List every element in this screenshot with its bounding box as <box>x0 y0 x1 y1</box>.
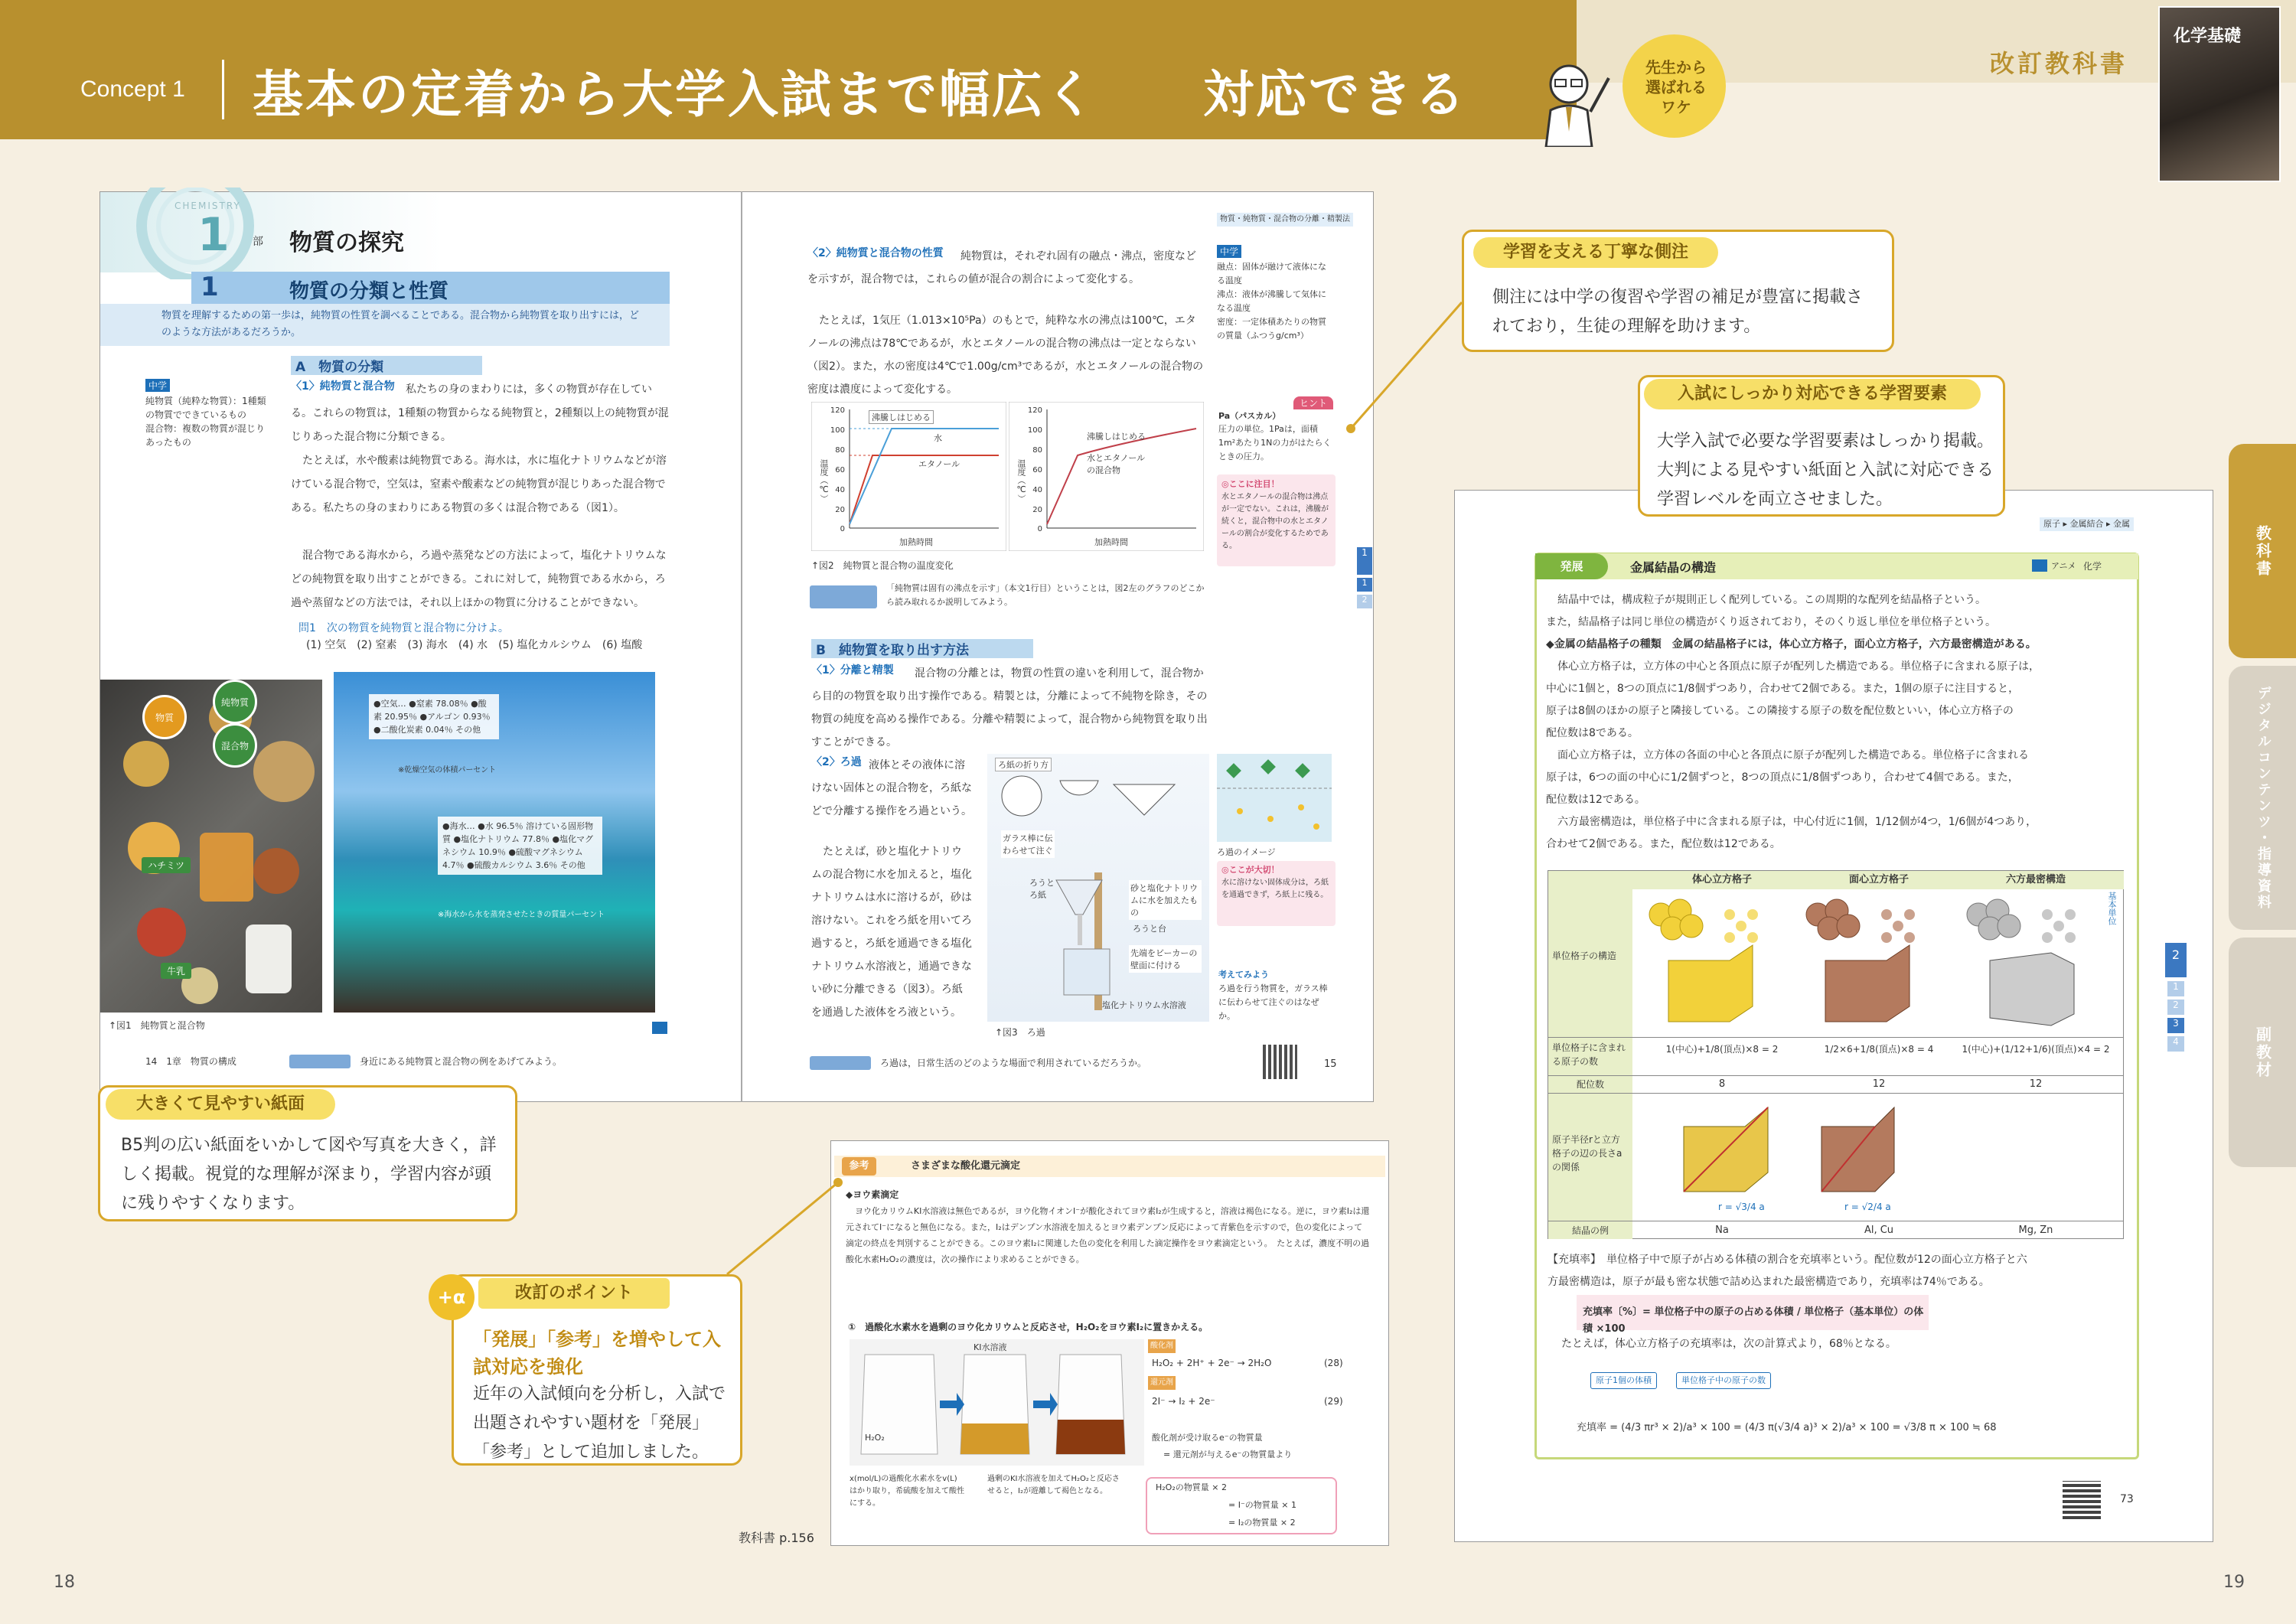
coord-bcc: 8 <box>1718 1078 1726 1090</box>
example-fcc: Al, Cu <box>1864 1225 1894 1236</box>
sub-heading-b2: 〈2〉ろ過 <box>811 756 862 768</box>
tab-workbook-label: 副教材 <box>2253 1026 2272 1079</box>
col-fcc: 面心立方格子 <box>1848 874 1909 885</box>
graph-pure-xlabel: 加熱時間 <box>899 537 933 547</box>
revision-alpha: +α <box>429 1274 475 1320</box>
air-note: ※乾燥空気の体積パーセント <box>398 766 497 774</box>
side-chugaku: 中学 <box>1217 245 1241 258</box>
try-title: 考えてみよう <box>1218 970 1269 980</box>
right-page-tag: 物質・純物質・混合物の分離・精製法 <box>1217 213 1353 227</box>
chip-atom-volume: 原子1個の体積 <box>1590 1372 1657 1389</box>
part-title: 物質の探究 <box>289 230 404 256</box>
packing-example: たとえば，体心立方格子の充填率は，次の計算式より，68％となる。 <box>1561 1338 1896 1350</box>
graph-mixture-xlabel: 加熱時間 <box>1094 537 1128 547</box>
row-head-example: 結晶の例 <box>1571 1225 1609 1236</box>
svg-text:120: 120 <box>1027 406 1042 415</box>
svg-text:60: 60 <box>1032 466 1042 474</box>
concept-label: Concept 1 <box>80 77 185 102</box>
chap-num-1[interactable]: 1 <box>1357 547 1372 575</box>
p3-topic: 化学 <box>2083 561 2102 572</box>
question-1-items: (1) 空気 (2) 窒素 (3) 海水 (4) 水 (5) 塩化カルシウム (6) 塩酸 <box>306 639 643 651</box>
p3-line: 六方最密構造は，単位格子中に含まれる原子は，中心付近に1個，1/12個が4つ，1/6個が4つあり， <box>1557 816 2037 828</box>
eq-2: 2I⁻ → I₂ + 2e⁻ <box>1152 1396 1215 1407</box>
p4-step: ① 過酸化水素水を過剰のヨウ化カリウムと反応させ，H₂O₂をヨウ素I₂に置きかえる。 <box>848 1322 1208 1332</box>
pa-title: Pa（パスカル） <box>1218 411 1281 421</box>
col-bcc: 体心立方格子 <box>1691 874 1752 885</box>
callout-exam-title: 入試にしっかり対応できる学習要素 <box>1644 379 1981 409</box>
eq-2-num: (29) <box>1324 1396 1343 1407</box>
badge-text: 先生から 選ばれる ワケ <box>1645 58 1707 116</box>
figure-3-caption: ↑図3 ろ過 <box>995 1027 1045 1038</box>
body-b2: 液体とその液体に溶けない固体との混合物を，ろ紙などで分離する操作をろ過という。 <box>811 759 972 817</box>
chap-num-2[interactable]: 1 <box>1357 578 1372 592</box>
svg-text:80: 80 <box>1032 446 1042 455</box>
svg-text:120: 120 <box>830 406 845 415</box>
p3-line: 体心立方格子は，立方体の中心と各頂点に原子が配列した構造である。単位格子に含まれる原子は， <box>1557 660 2040 673</box>
p3-chap-num-4[interactable]: 4 <box>2167 1036 2184 1052</box>
p3-line: 面心立方格子は，立方体の各面の中心と各頂点に原子が配列した構造である。単位格子に含まれる <box>1557 749 2029 761</box>
packing-line-2: 方最密構造は，原子が最も密な状態で詰め込まれた最密構造であり，充填率は74％である。 <box>1548 1276 1990 1288</box>
sea-note: ※海水から水を蒸発させたときの質量パーセント <box>438 911 605 919</box>
body-b1: 混合物の分離とは，物質の性質の違いを利用して，混合物から目的の物質を取り出す操作である。精製とは，分離によって不純物を除き，その物質の純度を高める操作である。分離や精製によって，混合物から純物質を取り出すことができる。 <box>811 667 1208 748</box>
beaker-label-h2o2: H₂O₂ <box>865 1433 885 1443</box>
p4-text: ヨウ化カリウムKI水溶液は無色であるが，ヨウ化物イオンI⁻が酸化されてヨウ素I₂が生成すると，溶液は褐色になる。逆に，ヨウ素I₂は還元されてI⁻になると無色になる。また，I₂はデンプン水溶液を加えるとヨウ素デンプン反応によって青紫色を示すので，色の変化によって滴定の終点を判別することができる。このヨウ素I₂に関連した色の変化を利用した滴定操作をヨウ素滴定という。 たとえば，濃度不明の過酸化水素H₂O₂の濃度は，次の操作により求めることができる。 <box>846 1206 1370 1264</box>
p3-line: 配位数は12である。 <box>1546 794 1645 806</box>
svg-text:0: 0 <box>840 525 845 533</box>
sidenote: 純物質（純粋な物質）：1種類の物質でできているもの 混合物：複数の物質が混じりあったもの <box>145 396 266 448</box>
sub-heading-1: 〈1〉純物質と混合物 <box>291 380 395 393</box>
section-b: B 純物質を取り出す方法 <box>811 639 1033 658</box>
beaker-label-ki: KI水溶液 <box>974 1342 1007 1352</box>
sea-composition: ●海水… ●水 96.5％ 溶けている固形物質 ●塩化ナトリウム 77.8％ ●塩化マグネシウム 10.9％ ●硫酸マグネシウム 4.7％ ●硫酸カルシウム 3.6％ その他 <box>438 817 602 875</box>
p3-anime-label: アニメ <box>2051 561 2076 571</box>
svg-text:20: 20 <box>1032 506 1042 514</box>
think-text: 「純物質は固有の沸点を示す」（本文1行目）ということは，図2左のグラフのどこから読み取れるか説明してみよう。 <box>886 583 1205 607</box>
page-title: 基本の定着から大学入試まで幅広く 対応できる <box>253 65 1467 124</box>
pa-text: 圧力の単位。1Paは，面積1m²あたり1Nの力がはたらくときの圧力。 <box>1218 424 1332 461</box>
col-hcp: 六方最密構造 <box>2005 874 2066 885</box>
p3-line: 合わせて2個である。また，配位数は12である。 <box>1546 838 1781 850</box>
callout-large-title: 大きくて見やすい紙面 <box>106 1089 335 1120</box>
revised-label: 改訂教科書 <box>1990 49 2128 78</box>
air-composition: ●空気… ●窒素 78.08％ ●酸素 20.95％ ●アルゴン 0.93％ ●二酸化炭素 0.04％ その他 <box>369 694 499 739</box>
figure-1-caption: ↑図1 純物質と混合物 <box>109 1020 205 1031</box>
p3-line: 配位数は8である。 <box>1546 727 1639 739</box>
tab-digital-label: デジタルコンテンツ・指導資料 <box>2255 685 2272 911</box>
relation-line-b: = 還元剤が与えるe⁻の物質量より <box>1163 1450 1293 1459</box>
page-number-left: 18 <box>54 1573 75 1592</box>
filter-fold-label: ろ紙の折り方 <box>995 758 1052 771</box>
food-label-matter: 物質 <box>142 695 187 739</box>
caption-b: 過剰のKI水溶液を加えてH₂O₂と反応させると，I₂が遊離して褐色となる。 <box>987 1475 1120 1495</box>
right-page-number: 15 <box>1324 1058 1337 1070</box>
part-number: 1 <box>197 208 230 262</box>
eq-1-num: (28) <box>1324 1358 1343 1368</box>
important-text: 水に溶けない固体成分は，ろ紙を通過できず，ろ紙上に残る。 <box>1221 879 1329 899</box>
p3-line: 結晶中では，構成粒子が規則正しく配列している。この周期的な配列を結晶格子という。 <box>1557 594 1986 606</box>
svg-text:60: 60 <box>835 466 845 474</box>
body-b3: たとえば，砂と塩化ナトリウムの混合物に水を加えると，塩化ナトリウムは水に溶けるが，砂は溶けない。これをろ紙を用いてろ過すると，ろ紙を通過できる塩化ナトリウム水溶液と，通過できない砂に分離できる（図3）。ろ紙を通過した液体をろ液という。 <box>811 846 972 1019</box>
p3-line: 原子は，6つの面の中心に1/2個ずつと，8つの頂点に1/8個ずつあり，合わせて4個である。また， <box>1546 771 2019 784</box>
relation-box-line-2: = I⁻の物質量 × 1 <box>1228 1500 1296 1510</box>
figure-2-caption: ↑図2 純物質と混合物の温度変化 <box>811 560 954 571</box>
oxidant-label: 酸化剤 <box>1148 1339 1176 1353</box>
relation-line-a: 酸化剤が受け取るe⁻の物質量 <box>1152 1433 1263 1443</box>
p3-chapter-tab[interactable]: 2 <box>2165 943 2187 977</box>
page-number-right: 19 <box>2223 1573 2245 1592</box>
graph-mixture-ylabel: 温度（℃） <box>1016 459 1026 503</box>
packing-line-1: 【充填率】 単位格子中で原子が占める体積の割合を充填率という。配位数が12の面心立方格子と六 <box>1548 1254 2027 1266</box>
p3-line: また，結晶格子は同じ単位の構造がくり返されており，そのくり返し単位を単位格子という。 <box>1546 616 1996 628</box>
example-hcp: Mg, Zn <box>2018 1225 2053 1236</box>
graph-pure-label-boil: 沸騰しはじめる <box>869 410 934 424</box>
chap-num-3[interactable]: 2 <box>1357 595 1372 608</box>
body-1: 私たちの身のまわりには，多くの物質が存在している。これらの物質は，1種類の物質からなる純物質と，2種類以上の純物質が混じりあった混合物に分類できる。 <box>291 383 669 443</box>
try-text: ろ過を行う物質を，ガラス棒に伝わらせて注ぐのはなぜか。 <box>1218 983 1328 1021</box>
important-title: ◎ここが大切！ <box>1221 865 1280 875</box>
example-bcc: Na <box>1715 1225 1729 1236</box>
part-suffix: 部 <box>253 236 263 248</box>
book-title: 化学基礎 <box>2174 27 2242 46</box>
radius-bcc: r = √3/4 a <box>1718 1202 1765 1212</box>
food-label-honey: ハチミツ <box>142 857 191 873</box>
food-label-milk: 牛乳 <box>161 963 191 979</box>
svg-text:20: 20 <box>835 506 845 514</box>
eq-1: H₂O₂ + 2H⁺ + 2e⁻ → 2H₂O <box>1152 1358 1272 1368</box>
graph-pure-ylabel: 温度（℃） <box>819 459 829 503</box>
count-fcc: 1/2×6+1/8(頂点)×8 = 4 <box>1824 1044 1934 1055</box>
packing-formula: 充填率〔%〕= 単位格子中の原子の占める体積 / 単位格子（基本単位）の体積 ×100 <box>1583 1306 1924 1335</box>
callout-revision-sub: 「発展」「参考」を増やして入試対応を強化 <box>473 1329 721 1378</box>
lead-text: 物質を理解するための第一歩は，純物質の性質を調べることである。混合物から純物質を取り出すには，どのような方法があるだろうか。 <box>100 304 670 346</box>
row-head-structure: 単位格子の構造 <box>1552 951 1617 961</box>
filter-label-beaker: 先端をビーカーの壁面に付ける <box>1129 945 1202 973</box>
p3-line: 原子は8個のほかの原子と隣接している。この隣接する原子の数を配位数といい，体心立方格子の <box>1546 705 2014 717</box>
sidenote-head: 中学 <box>145 379 170 392</box>
svg-text:0: 0 <box>1037 525 1042 533</box>
sub-heading-2: 〈2〉純物質と混合物の性質 <box>807 247 944 259</box>
p4-badge: 参考 <box>842 1157 876 1176</box>
caption-a: x(mol/L)の過酸化水素水をv(L)はかり取り，希硫酸を加えて酸性にする。 <box>850 1475 964 1508</box>
food-label-pure: 純物質 <box>213 680 257 724</box>
filter-label-glassrod: ガラス棒に伝わらせて注ぐ <box>1001 830 1055 858</box>
chapter-number: 1 <box>201 272 219 302</box>
chemistry-label: CHEMISTRY <box>174 201 241 211</box>
p3-chap-num-1[interactable]: 1 <box>2167 981 2184 996</box>
filter-label-funnel: ろうとろ紙 <box>1029 878 1055 900</box>
chapter-title: 物質の分類と性質 <box>289 280 449 303</box>
relation-box-line-1: H₂O₂の物質量 × 2 <box>1156 1482 1227 1492</box>
p4-title: さまざまな酸化還元滴定 <box>911 1160 1021 1172</box>
svg-text:40: 40 <box>1032 486 1042 494</box>
p3-chap-num-3[interactable]: 3 <box>2167 1018 2184 1033</box>
body-2: たとえば，水や酸素は純物質である。海水は，水に塩化ナトリウムなどが溶けている混合物で，空気は，窒素や酸素などの純物質が混じりあった混合物である。私たちの身のまわりにある物質の多くは混合物である（図1）。 <box>291 455 667 514</box>
callout-side-note-title: 学習を支える丁寧な側注 <box>1473 237 1718 268</box>
svg-text:100: 100 <box>1027 426 1042 435</box>
p3-badge: 発展 <box>1535 553 1608 579</box>
coord-fcc: 12 <box>1872 1078 1886 1090</box>
count-hcp: 1(中心)+(1/12+1/6)(頂点)×4 = 2 <box>1962 1044 2110 1055</box>
left-footer: 14 1章 物質の構成 <box>145 1056 236 1067</box>
graph-mixture-label-boil: 沸騰しはじめる <box>1087 432 1146 442</box>
filter-image-label: ろ過のイメージ <box>1217 847 1276 857</box>
basic-unit-label: 基本単位 <box>2107 892 2117 925</box>
filter-label-stand: ろうと台 <box>1133 924 1166 934</box>
graph-pure-label-ethanol: エタノール <box>918 459 960 469</box>
section-a: A 物質の分類 <box>291 356 482 375</box>
p4-sub: ◆ヨウ素滴定 <box>846 1189 899 1200</box>
right-body-2: たとえば，1気圧（1.013×10⁵Pa）のもとで，純粋な水の沸点は100℃，エタノールの沸点は78℃であるが，水とエタノールの混合物の沸点は一定とならない（図2）。また，水の密度は4℃で1.00g/cm³であるが，水とエタノールの混合物の密度は濃度によって変化する。 <box>807 315 1204 396</box>
food-label-mixture: 混合物 <box>213 723 257 768</box>
row-head-coord: 配位数 <box>1576 1079 1604 1090</box>
bottom-question-right: ろ過は，日常生活のどのような場面で利用されているだろうか。 <box>880 1058 1147 1068</box>
filter-label-mix: 砂と塩化ナトリウムに水を加えたもの <box>1129 880 1202 920</box>
filter-label-solution: 塩化ナトリウム水溶液 <box>1102 1000 1186 1010</box>
svg-text:40: 40 <box>835 486 845 494</box>
packing-calc: 充填率 = (4/3 πr³ × 2)/a³ × 100 = (4/3 π(√3/4 a)³ × 2)/a³ × 100 = √3/8 π × 100 ≒ 68 <box>1577 1422 1997 1433</box>
callout-large-text: B5判の広い紙面をいかして図や写真を大きく，詳しく掲載。視覚的な理解が深まり，学習内容が頭に残りやすくなります。 <box>121 1136 497 1213</box>
question-1: 問1 次の物質を純物質と混合物に分けよ。 <box>298 622 509 634</box>
row-head-radius: 原子半径rと立方格子の辺の長さaの関係 <box>1552 1134 1623 1172</box>
p3-breadcrumb: 原子 ▸ 金属結合 ▸ 金属 <box>2040 517 2134 531</box>
hint-label: ヒント <box>1293 396 1333 409</box>
p3-chap-num-2[interactable]: 2 <box>2167 1000 2184 1015</box>
p3-title: 金属結晶の構造 <box>1630 560 1717 575</box>
p3-page-number: 73 <box>2120 1493 2134 1505</box>
callout-exam-text: 大学入試で必要な学習要素はしっかり掲載。大判による見やすい紙面と入試に対応できる学習レベルを両立させました。 <box>1657 432 1994 509</box>
callout-revision-text: 近年の入試傾向を分析し，入試で出題されやすい題材を「発展」「参考」として追加しました。 <box>473 1384 726 1462</box>
attention-title: ◎ここに注目！ <box>1221 479 1280 489</box>
count-bcc: 1(中心)+1/8(頂点)×8 = 2 <box>1665 1044 1779 1055</box>
callout-revision-title: 改訂のポイント <box>478 1278 670 1309</box>
side-terms: 融点：固体が融けて液体になる温度 沸点：液体が沸騰して気体になる温度 密度：一定体積あたりの物質の質量（ふつうg/cm³） <box>1217 262 1326 341</box>
graph-pure-label-water: 水 <box>934 433 942 443</box>
row-head-count: 単位格子に含まれる原子の数 <box>1552 1042 1626 1067</box>
svg-text:100: 100 <box>830 426 845 435</box>
attention-text: 水とエタノールの混合物は沸点が一定でない。これは，沸騰が続くと，混合物中の水とエタノールの割合が変化するためである。 <box>1221 493 1329 550</box>
right-body-1: 純物質は，それぞれ固有の融点・沸点，密度などを示すが，混合物では，これらの値が混合の割合によって変化する。 <box>807 250 1196 285</box>
p3-line: ◆金属の結晶格子の種類 金属の結晶格子には，体心立方格子，面心立方格子，六方最密構造がある。 <box>1546 638 2037 651</box>
sub-heading-b1: 〈1〉分離と精製 <box>811 664 894 677</box>
svg-text:80: 80 <box>835 446 845 455</box>
radius-fcc: r = √2/4 a <box>1844 1202 1891 1212</box>
coord-hcp: 12 <box>2029 1078 2043 1090</box>
tab-textbook-label: 教科書 <box>2253 524 2272 578</box>
callout-side-note-text: 側注には中学の復習や学習の補足が豊富に掲載されており，生徒の理解を助けます。 <box>1492 288 1864 336</box>
body-3: 混合物である海水から，ろ過や蒸発などの方法によって，塩化ナトリウムなどの純物質を取り出すことができる。これに対して，純物質である水から，ろ過や蒸留などの方法では，それ以上ほかの物質に分けることができない。 <box>291 549 667 609</box>
relation-box-line-3: = I₂の物質量 × 2 <box>1228 1518 1296 1528</box>
digital-question-left: 身近にある純物質と混合物の例をあげてみよう。 <box>360 1056 563 1067</box>
graph-mixture-label-mix: 水とエタノールの混合物 <box>1087 453 1146 475</box>
reductant-label: 還元剤 <box>1148 1376 1176 1390</box>
chip-atom-count: 単位格子中の原子の数 <box>1676 1372 1771 1389</box>
p3-line: 中心に1個と，8つの頂点に1/8個ずつあり，合わせて2個である。また，1個の原子に注目すると， <box>1546 683 2020 695</box>
p4-reference: 教科書 p.156 <box>739 1531 814 1545</box>
